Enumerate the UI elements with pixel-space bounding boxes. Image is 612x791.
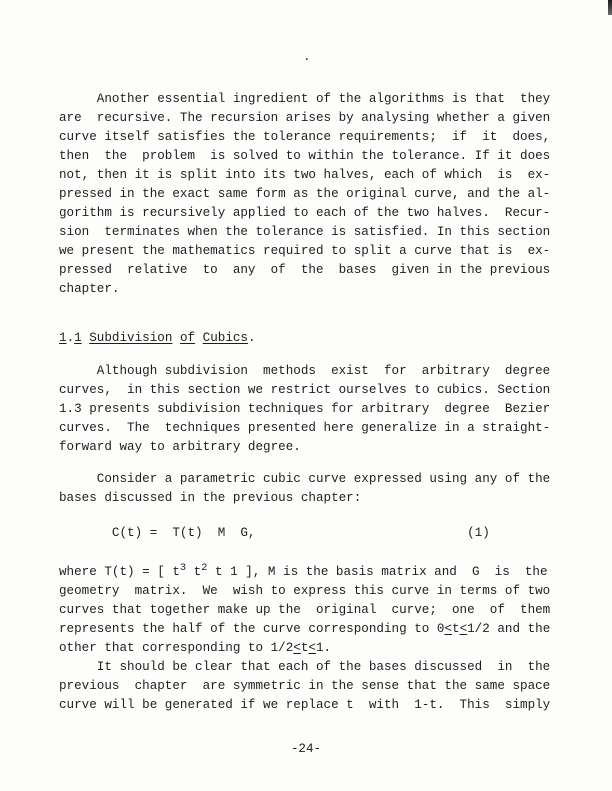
paragraph-2 — [59, 362, 553, 457]
text-line: bases discussed in the previous chapter: — [59, 491, 362, 505]
text-line: curve itself satisfies the tolerance requirements; if it does, — [59, 130, 551, 144]
text-line: sion terminates when the tolerance is satisfied. In this section — [59, 225, 551, 239]
text-line: chapter. — [59, 282, 120, 296]
text-line: It should be clear that each of the bases discussed in the — [59, 660, 551, 674]
paragraph-1 — [59, 90, 553, 299]
text-line: 1.3 presents subdivision techniques for arbitrary degree Bezier — [59, 402, 551, 416]
page-body — [59, 90, 553, 715]
text-line: curves, in this section we restrict ourselves to cubics. Section — [59, 383, 551, 397]
paragraph-4 — [59, 563, 553, 715]
text-line: geometry matrix. We wish to express this curve in terms of two — [59, 584, 551, 598]
text-line: Although subdivision methods exist for arbitrary degree — [59, 364, 551, 378]
text-line: are recursive. The recursion arises by analysing whether a given — [59, 111, 551, 125]
text-line: forward way to arbitrary degree. — [59, 440, 301, 454]
text-line: not, then it is split into its two halves, each of which is ex- — [59, 168, 551, 182]
text-line: gorithm is recursively applied to each of the two halves. Recur- — [59, 206, 551, 220]
page-number: -24- — [290, 742, 322, 756]
text-line: represents the half of the curve corresponding to 0<t<1/2 and the — [59, 622, 551, 636]
text-line: where T(t) = [ $t^3$ $t^2$ t 1 ], M is the basis matrix and G is the — [59, 562, 548, 579]
text-line: curve will be generated if we replace t with 1-t. This simply — [59, 698, 551, 712]
text-line: pressed relative to any of the bases given in the previous — [59, 263, 551, 277]
text-line: other that corresponding to 1/2<t<1. — [59, 641, 332, 655]
text-column — [59, 90, 553, 759]
text-line: 1.1 Subdivision of Cubics. — [59, 331, 256, 345]
text-line: Consider a parametric cubic curve expressed using any of the — [59, 472, 551, 486]
text-line: C(t) = T(t) M G, (1) — [59, 526, 490, 540]
scan-speck-artifact: . — [303, 50, 311, 64]
scan-corner-mark-artifact — [608, 0, 612, 15]
text-line: previous chapter are symmetric in the sense that the same space — [59, 679, 551, 693]
text-line: Another essential ingredient of the algorithms is that they — [59, 92, 551, 106]
text-line: curves that together make up the original curve; one of them — [59, 603, 551, 617]
text-line: then the problem is solved to within the tolerance. If it does — [59, 149, 551, 163]
equation-1 — [59, 524, 553, 543]
paragraph-3 — [59, 470, 553, 508]
text-line: we present the mathematics required to split a curve that is ex- — [59, 244, 551, 258]
section-heading — [59, 329, 553, 348]
text-line: pressed in the exact same form as the original curve, and the al- — [59, 187, 551, 201]
text-line: curves. The techniques presented here generalize in a straight- — [59, 421, 551, 435]
